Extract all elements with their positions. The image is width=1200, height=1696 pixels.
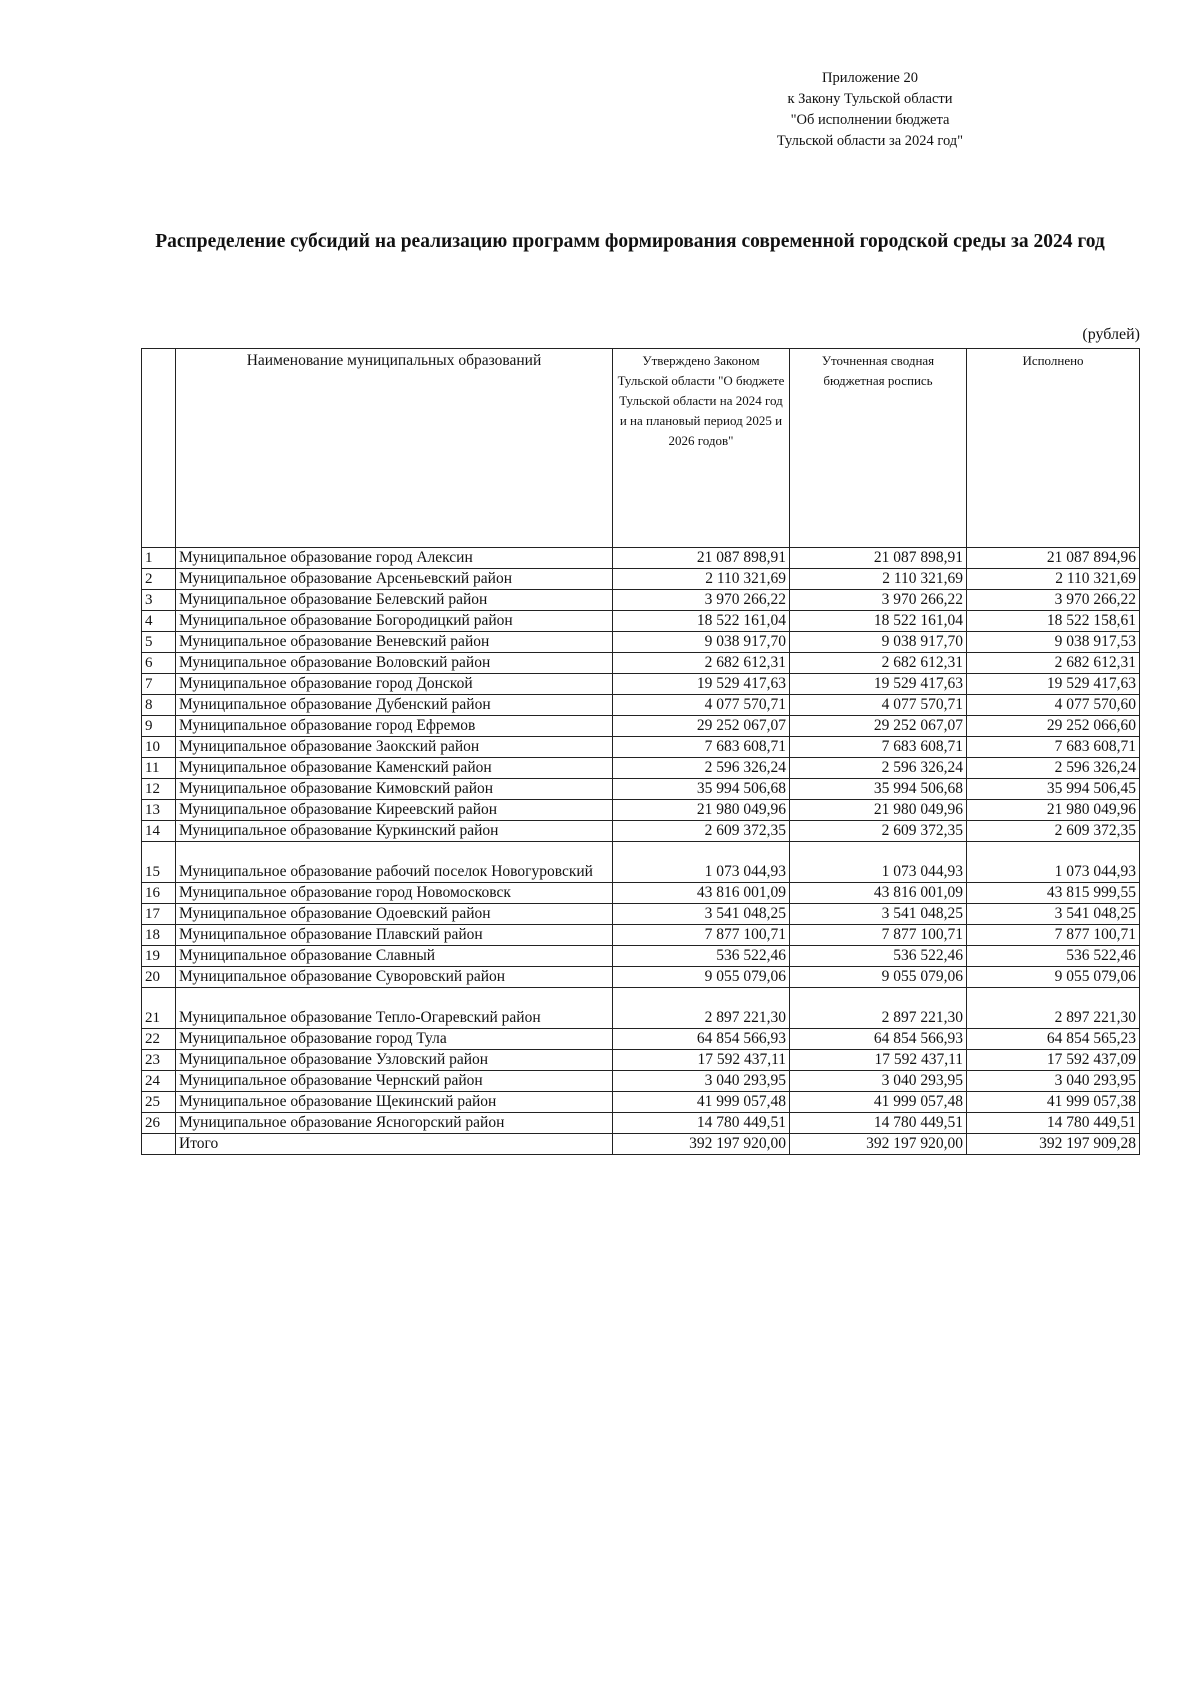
row-revised: 536 522,46 [790,946,967,967]
row-number: 2 [142,569,176,590]
units-label: (рублей) [1082,326,1140,343]
row-revised: 2 609 372,35 [790,821,967,842]
row-number: 5 [142,632,176,653]
row-name: Муниципальное образование Дубенский район [176,695,613,716]
row-executed: 9 055 079,06 [967,967,1140,988]
row-executed: 21 087 894,96 [967,548,1140,569]
row-name: Муниципальное образование Веневский район [176,632,613,653]
row-revised: 3 541 048,25 [790,904,967,925]
table-row [142,800,1140,821]
document-title: Распределение субсидий на реализацию программ формирования современной городской среды за 2024 год [155,231,1105,252]
table-row [142,1029,1140,1050]
table-row [142,737,1140,758]
total-row [142,1134,1140,1155]
row-approved: 9 055 079,06 [613,967,790,988]
row-executed: 2 682 612,31 [967,653,1140,674]
row-executed: 1 073 044,93 [967,842,1140,883]
row-name: Муниципальное образование город Новомосковск [176,883,613,904]
row-name: Муниципальное образование Щекинский район [176,1092,613,1113]
table-row [142,569,1140,590]
row-executed: 7 683 608,71 [967,737,1140,758]
row-executed: 21 980 049,96 [967,800,1140,821]
row-number: 22 [142,1029,176,1050]
row-approved: 392 197 920,00 [613,1134,790,1155]
row-name: Муниципальное образование город Алексин [176,548,613,569]
row-approved: 19 529 417,63 [613,674,790,695]
row-number: 18 [142,925,176,946]
row-approved: 41 999 057,48 [613,1092,790,1113]
table-row [142,988,1140,1029]
row-number: 9 [142,716,176,737]
table-row [142,821,1140,842]
row-name: Муниципальное образование Тепло-Огаревский район [176,988,613,1029]
header-executed: Исполнено [967,349,1140,548]
row-revised: 9 038 917,70 [790,632,967,653]
row-number: 16 [142,883,176,904]
table-row [142,695,1140,716]
row-name: Муниципальное образование Богородицкий район [176,611,613,632]
row-executed: 3 970 266,22 [967,590,1140,611]
appendix-note [760,68,980,152]
row-name: Муниципальное образование Заокский район [176,737,613,758]
row-number: 23 [142,1050,176,1071]
row-revised: 2 897 221,30 [790,988,967,1029]
row-revised: 3 040 293,95 [790,1071,967,1092]
header-num [142,349,176,548]
row-approved: 29 252 067,07 [613,716,790,737]
row-revised: 17 592 437,11 [790,1050,967,1071]
row-name: Муниципальное образование Арсеньевский район [176,569,613,590]
row-approved: 21 980 049,96 [613,800,790,821]
row-approved: 1 073 044,93 [613,842,790,883]
row-number: 3 [142,590,176,611]
row-revised: 7 683 608,71 [790,737,967,758]
row-name: Муниципальное образование Ясногорский район [176,1113,613,1134]
table-row [142,1113,1140,1134]
row-approved: 7 877 100,71 [613,925,790,946]
row-revised: 9 055 079,06 [790,967,967,988]
row-name: Муниципальное образование рабочий поселок Новогуровский [176,842,613,883]
table-row [142,590,1140,611]
row-name: Муниципальное образование город Ефремов [176,716,613,737]
row-executed: 7 877 100,71 [967,925,1140,946]
row-number: 11 [142,758,176,779]
row-number: 19 [142,946,176,967]
row-name: Муниципальное образование Куркинский район [176,821,613,842]
row-revised: 18 522 161,04 [790,611,967,632]
row-approved: 7 683 608,71 [613,737,790,758]
row-number: 25 [142,1092,176,1113]
row-name: Муниципальное образование Суворовский район [176,967,613,988]
row-approved: 2 596 326,24 [613,758,790,779]
table-row [142,653,1140,674]
row-number [142,1134,176,1155]
row-approved: 3 040 293,95 [613,1071,790,1092]
row-executed: 4 077 570,60 [967,695,1140,716]
row-revised: 35 994 506,68 [790,779,967,800]
row-name: Муниципальное образование Славный [176,946,613,967]
table-row [142,946,1140,967]
row-number: 1 [142,548,176,569]
table-row [142,716,1140,737]
row-approved: 17 592 437,11 [613,1050,790,1071]
row-number: 6 [142,653,176,674]
table-row [142,904,1140,925]
row-approved: 536 522,46 [613,946,790,967]
row-approved: 3 970 266,22 [613,590,790,611]
row-approved: 43 816 001,09 [613,883,790,904]
header-revised: Уточненная сводная бюджетная роспись [790,349,967,548]
row-revised: 29 252 067,07 [790,716,967,737]
row-name: Муниципальное образование Узловский район [176,1050,613,1071]
appendix-line: Приложение 20 [822,70,918,86]
row-number: 13 [142,800,176,821]
row-approved: 9 038 917,70 [613,632,790,653]
table-row [142,1092,1140,1113]
row-approved: 2 110 321,69 [613,569,790,590]
table-row [142,779,1140,800]
header-name: Наименование муниципальных образований [176,349,613,548]
row-revised: 1 073 044,93 [790,842,967,883]
row-name: Муниципальное образование Белевский район [176,590,613,611]
row-name: Муниципальное образование Каменский район [176,758,613,779]
table-row [142,925,1140,946]
row-number: 26 [142,1113,176,1134]
row-approved: 4 077 570,71 [613,695,790,716]
row-name: Муниципальное образование Киреевский район [176,800,613,821]
row-executed: 17 592 437,09 [967,1050,1140,1071]
table-row [142,1050,1140,1071]
row-number: 14 [142,821,176,842]
row-number: 12 [142,779,176,800]
row-name: Муниципальное образование Воловский район [176,653,613,674]
row-name: Муниципальное образование город Тула [176,1029,613,1050]
row-revised: 41 999 057,48 [790,1092,967,1113]
row-approved: 2 682 612,31 [613,653,790,674]
row-approved: 21 087 898,91 [613,548,790,569]
table-row [142,883,1140,904]
subsidy-table [141,348,1140,1155]
row-executed: 2 609 372,35 [967,821,1140,842]
row-executed: 536 522,46 [967,946,1140,967]
row-name: Муниципальное образование Одоевский район [176,904,613,925]
row-approved: 18 522 161,04 [613,611,790,632]
table-row [142,548,1140,569]
row-revised: 2 596 326,24 [790,758,967,779]
row-approved: 14 780 449,51 [613,1113,790,1134]
row-revised: 21 980 049,96 [790,800,967,821]
row-executed: 41 999 057,38 [967,1092,1140,1113]
row-revised: 3 970 266,22 [790,590,967,611]
row-name: Муниципальное образование город Донской [176,674,613,695]
row-revised: 2 110 321,69 [790,569,967,590]
row-number: 7 [142,674,176,695]
row-name: Муниципальное образование Чернский район [176,1071,613,1092]
row-executed: 43 815 999,55 [967,883,1140,904]
row-number: 4 [142,611,176,632]
row-executed: 2 897 221,30 [967,988,1140,1029]
table-row [142,1071,1140,1092]
appendix-line: Тульской области за 2024 год" [776,133,964,149]
row-executed: 19 529 417,63 [967,674,1140,695]
row-revised: 19 529 417,63 [790,674,967,695]
row-name: Муниципальное образование Плавский район [176,925,613,946]
row-revised: 392 197 920,00 [790,1134,967,1155]
row-number: 17 [142,904,176,925]
row-number: 21 [142,988,176,1029]
row-revised: 4 077 570,71 [790,695,967,716]
row-revised: 2 682 612,31 [790,653,967,674]
row-approved: 2 897 221,30 [613,988,790,1029]
row-number: 20 [142,967,176,988]
table-row [142,842,1140,883]
row-executed: 3 040 293,95 [967,1071,1140,1092]
row-name: Итого [176,1134,613,1155]
appendix-line: к Закону Тульской области [787,91,953,107]
appendix-line: "Об исполнении бюджета [790,112,950,128]
row-executed: 18 522 158,61 [967,611,1140,632]
row-number: 24 [142,1071,176,1092]
row-executed: 29 252 066,60 [967,716,1140,737]
row-executed: 2 596 326,24 [967,758,1140,779]
header-approved: Утверждено Законом Тульской области "О бюджете Тульской области на 2024 год и на плановый период 2025 и 2026 годов" [613,349,790,548]
row-approved: 64 854 566,93 [613,1029,790,1050]
row-executed: 35 994 506,45 [967,779,1140,800]
row-number: 10 [142,737,176,758]
table-row [142,967,1140,988]
row-executed: 392 197 909,28 [967,1134,1140,1155]
row-revised: 14 780 449,51 [790,1113,967,1134]
row-number: 15 [142,842,176,883]
table-row [142,758,1140,779]
row-executed: 3 541 048,25 [967,904,1140,925]
row-executed: 64 854 565,23 [967,1029,1140,1050]
table-header-row [142,349,1140,548]
row-approved: 2 609 372,35 [613,821,790,842]
row-name: Муниципальное образование Кимовский район [176,779,613,800]
table-row [142,674,1140,695]
table-row [142,632,1140,653]
row-approved: 35 994 506,68 [613,779,790,800]
row-revised: 64 854 566,93 [790,1029,967,1050]
row-executed: 9 038 917,53 [967,632,1140,653]
row-revised: 7 877 100,71 [790,925,967,946]
table-row [142,611,1140,632]
row-approved: 3 541 048,25 [613,904,790,925]
row-executed: 2 110 321,69 [967,569,1140,590]
row-executed: 14 780 449,51 [967,1113,1140,1134]
row-revised: 43 816 001,09 [790,883,967,904]
row-revised: 21 087 898,91 [790,548,967,569]
row-number: 8 [142,695,176,716]
